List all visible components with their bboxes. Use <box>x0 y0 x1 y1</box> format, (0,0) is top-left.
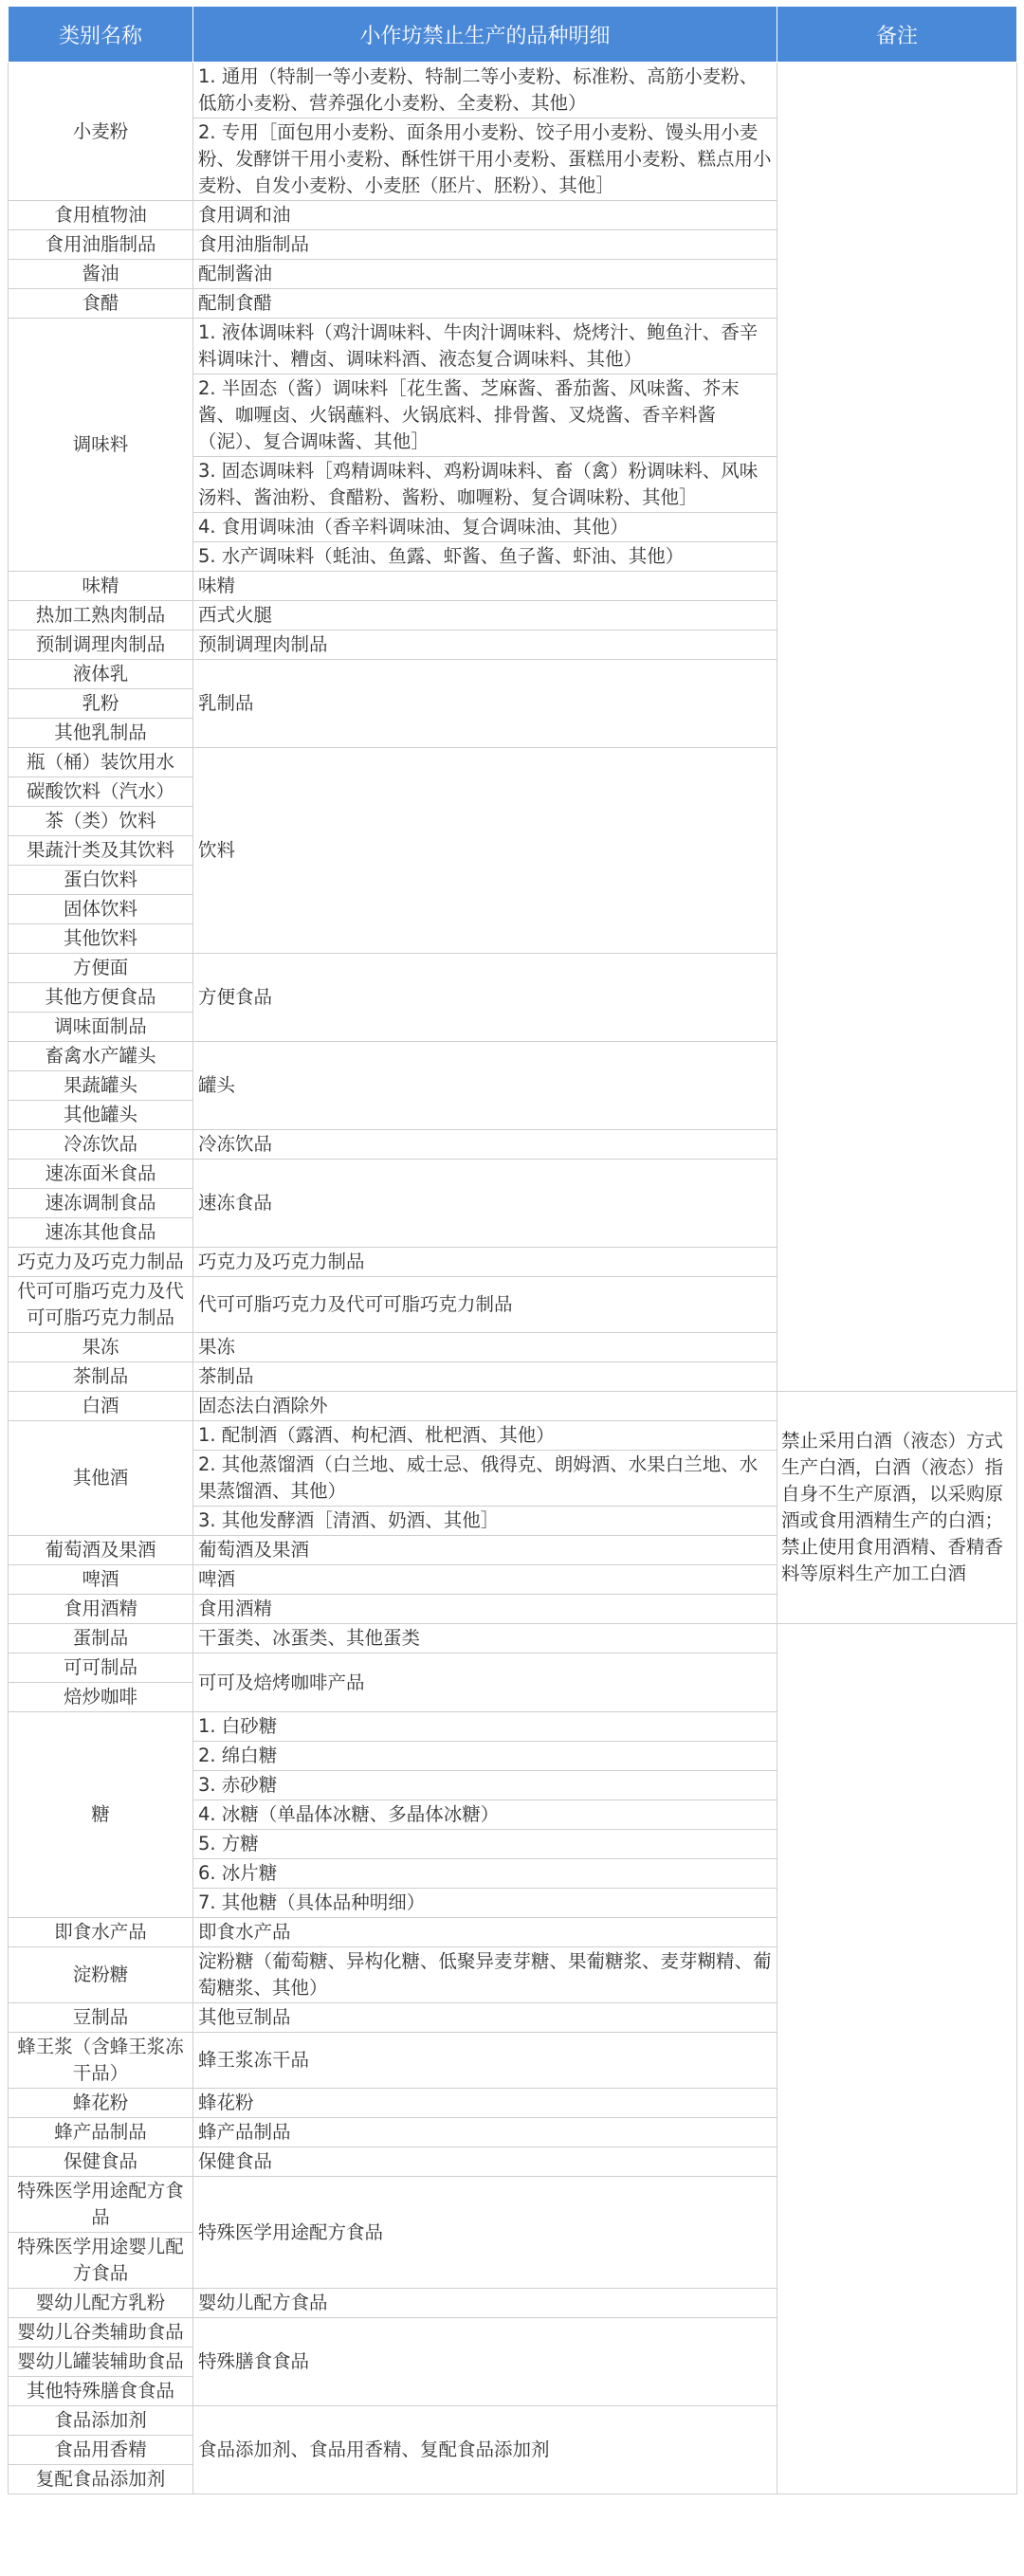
category-cell: 食用油脂制品 <box>9 230 193 260</box>
category-cell: 果蔬罐头 <box>9 1071 193 1101</box>
category-cell: 小麦粉 <box>9 63 193 201</box>
category-cell: 蛋白饮料 <box>9 866 193 895</box>
detail-cell: 3. 固态调味料［鸡精调味料、鸡粉调味料、畜（禽）粉调味料、风味汤料、酱油粉、食醋粉、酱粉、咖喱粉、复合调味粉、其他］ <box>193 457 777 513</box>
detail-cell: 罐头 <box>193 1042 777 1130</box>
category-cell: 其他方便食品 <box>9 983 193 1013</box>
detail-cell: 方便食品 <box>193 954 777 1042</box>
category-cell: 酱油 <box>9 260 193 289</box>
category-cell: 啤酒 <box>9 1565 193 1595</box>
category-cell: 蜂产品制品 <box>9 2118 193 2147</box>
category-cell: 葡萄酒及果酒 <box>9 1536 193 1565</box>
category-cell: 调味面制品 <box>9 1013 193 1042</box>
detail-cell: 2. 绵白糖 <box>193 1742 777 1771</box>
detail-cell: 果冻 <box>193 1333 777 1362</box>
detail-cell: 特殊膳食食品 <box>193 2318 777 2406</box>
category-cell: 食醋 <box>9 289 193 319</box>
table-row <box>9 1624 1017 1653</box>
detail-cell: 5. 方糖 <box>193 1830 777 1859</box>
detail-cell: 蜂花粉 <box>193 2089 777 2118</box>
detail-cell: 1. 通用（特制一等小麦粉、特制二等小麦粉、标准粉、高筋小麦粉、低筋小麦粉、营养强化小麦粉、全麦粉、其他） <box>193 63 777 119</box>
header-notes: 备注 <box>777 7 1017 63</box>
detail-cell: 葡萄酒及果酒 <box>193 1536 777 1565</box>
category-cell: 淀粉糖 <box>9 1947 193 2003</box>
category-cell: 碳酸饮料（汽水） <box>9 777 193 807</box>
category-cell: 保健食品 <box>9 2147 193 2177</box>
detail-cell: 味精 <box>193 572 777 601</box>
category-cell: 固体饮料 <box>9 895 193 924</box>
detail-cell: 1. 液体调味料（鸡汁调味料、牛肉汁调味料、烧烤汁、鲍鱼汁、香辛料调味汁、糟卤、调味料酒、液态复合调味料、其他） <box>193 319 777 375</box>
category-cell: 其他饮料 <box>9 924 193 954</box>
detail-cell: 2. 其他蒸馏酒（白兰地、威士忌、俄得克、朗姆酒、水果白兰地、水果蒸馏酒、其他） <box>193 1451 777 1507</box>
category-cell: 果冻 <box>9 1333 193 1362</box>
detail-cell: 1. 白砂糖 <box>193 1712 777 1742</box>
detail-cell: 配制食醋 <box>193 289 777 319</box>
detail-cell: 茶制品 <box>193 1362 777 1392</box>
detail-cell: 食品添加剂、食品用香精、复配食品添加剂 <box>193 2406 777 2494</box>
category-cell: 调味料 <box>9 319 193 572</box>
detail-cell: 4. 食用调味油（香辛料调味油、复合调味油、其他） <box>193 513 777 542</box>
category-cell: 巧克力及巧克力制品 <box>9 1248 193 1277</box>
category-cell: 特殊医学用途婴儿配方食品 <box>9 2233 193 2289</box>
category-cell: 其他特殊膳食食品 <box>9 2377 193 2406</box>
detail-cell: 饮料 <box>193 748 777 954</box>
table-row <box>9 63 1017 119</box>
table-row <box>9 1392 1017 1421</box>
category-cell: 冷冻饮品 <box>9 1130 193 1160</box>
category-cell: 豆制品 <box>9 2003 193 2033</box>
category-cell: 其他罐头 <box>9 1101 193 1130</box>
detail-cell: 代可可脂巧克力及代可可脂巧克力制品 <box>193 1277 777 1333</box>
category-cell: 速冻调制食品 <box>9 1189 193 1218</box>
category-cell: 茶制品 <box>9 1362 193 1392</box>
category-cell: 婴幼儿谷类辅助食品 <box>9 2318 193 2348</box>
category-cell: 婴幼儿罐装辅助食品 <box>9 2348 193 2377</box>
category-cell: 热加工熟肉制品 <box>9 601 193 630</box>
detail-cell: 3. 其他发酵酒［清酒、奶酒、其他］ <box>193 1507 777 1536</box>
category-cell: 畜禽水产罐头 <box>9 1042 193 1071</box>
header-category: 类别名称 <box>9 7 193 63</box>
note-empty-cell <box>777 63 1017 1392</box>
detail-cell: 食用调和油 <box>193 201 777 230</box>
detail-cell: 6. 冰片糖 <box>193 1859 777 1889</box>
note-cell: 禁止采用白酒（液态）方式生产白酒，白酒（液态）指自身不生产原酒，以采购原酒或食用酒精生产的白酒；禁止使用食用酒精、香精香料等原料生产加工白酒 <box>777 1392 1017 1624</box>
category-cell: 食用植物油 <box>9 201 193 230</box>
product-table <box>8 6 1017 2494</box>
detail-cell: 乳制品 <box>193 660 777 748</box>
category-cell: 食品添加剂 <box>9 2406 193 2436</box>
category-cell: 白酒 <box>9 1392 193 1421</box>
detail-cell: 即食水产品 <box>193 1918 777 1947</box>
category-cell: 蜂王浆（含蜂王浆冻干品） <box>9 2033 193 2089</box>
detail-cell: 3. 赤砂糖 <box>193 1771 777 1800</box>
category-cell: 其他酒 <box>9 1421 193 1536</box>
category-cell: 预制调理肉制品 <box>9 630 193 660</box>
header-details: 小作坊禁止生产的品种明细 <box>193 7 777 63</box>
category-cell: 婴幼儿配方乳粉 <box>9 2289 193 2318</box>
category-cell: 蜂花粉 <box>9 2089 193 2118</box>
header-row <box>9 7 1017 63</box>
category-cell: 方便面 <box>9 954 193 983</box>
detail-cell: 蜂王浆冻干品 <box>193 2033 777 2089</box>
category-cell: 蛋制品 <box>9 1624 193 1653</box>
detail-cell: 速冻食品 <box>193 1160 777 1248</box>
detail-cell: 固态法白酒除外 <box>193 1392 777 1421</box>
detail-cell: 啤酒 <box>193 1565 777 1595</box>
category-cell: 代可可脂巧克力及代可可脂巧克力制品 <box>9 1277 193 1333</box>
detail-cell: 蜂产品制品 <box>193 2118 777 2147</box>
detail-cell: 食用油脂制品 <box>193 230 777 260</box>
category-cell: 茶（类）饮料 <box>9 807 193 836</box>
note-empty-cell <box>777 1624 1017 2494</box>
category-cell: 乳粉 <box>9 689 193 719</box>
detail-cell: 预制调理肉制品 <box>193 630 777 660</box>
category-cell: 复配食品添加剂 <box>9 2465 193 2494</box>
detail-cell: 特殊医学用途配方食品 <box>193 2177 777 2289</box>
detail-cell: 1. 配制酒（露酒、枸杞酒、枇杷酒、其他） <box>193 1421 777 1451</box>
detail-cell: 保健食品 <box>193 2147 777 2177</box>
category-cell: 食用酒精 <box>9 1595 193 1624</box>
detail-cell: 淀粉糖（葡萄糖、异构化糖、低聚异麦芽糖、果葡糖浆、麦芽糊精、葡萄糖浆、其他） <box>193 1947 777 2003</box>
detail-cell: 配制酱油 <box>193 260 777 289</box>
category-cell: 瓶（桶）装饮用水 <box>9 748 193 777</box>
category-cell: 食品用香精 <box>9 2436 193 2465</box>
detail-cell: 西式火腿 <box>193 601 777 630</box>
detail-cell: 婴幼儿配方食品 <box>193 2289 777 2318</box>
detail-cell: 4. 冰糖（单晶体冰糖、多晶体冰糖） <box>193 1800 777 1830</box>
detail-cell: 食用酒精 <box>193 1595 777 1624</box>
category-cell: 果蔬汁类及其饮料 <box>9 836 193 866</box>
category-cell: 速冻其他食品 <box>9 1218 193 1248</box>
detail-cell: 7. 其他糖（具体品种明细） <box>193 1889 777 1918</box>
category-cell: 可可制品 <box>9 1653 193 1683</box>
detail-cell: 其他豆制品 <box>193 2003 777 2033</box>
detail-cell: 巧克力及巧克力制品 <box>193 1248 777 1277</box>
detail-cell: 干蛋类、冰蛋类、其他蛋类 <box>193 1624 777 1653</box>
detail-cell: 2. 专用［面包用小麦粉、面条用小麦粉、饺子用小麦粉、馒头用小麦粉、发酵饼干用小麦粉、酥性饼干用小麦粉、蛋糕用小麦粉、糕点用小麦粉、自发小麦粉、小麦胚（胚片、胚粉）、其他］ <box>193 119 777 201</box>
category-cell: 味精 <box>9 572 193 601</box>
detail-cell: 5. 水产调味料（蚝油、鱼露、虾酱、鱼子酱、虾油、其他） <box>193 542 777 572</box>
category-cell: 速冻面米食品 <box>9 1160 193 1189</box>
category-cell: 焙炒咖啡 <box>9 1683 193 1712</box>
category-cell: 糖 <box>9 1712 193 1918</box>
table-body <box>9 63 1017 2494</box>
detail-cell: 可可及焙烤咖啡产品 <box>193 1653 777 1712</box>
detail-cell: 冷冻饮品 <box>193 1130 777 1160</box>
detail-cell: 2. 半固态（酱）调味料［花生酱、芝麻酱、番茄酱、风味酱、芥末酱、咖喱卤、火锅蘸料、火锅底料、排骨酱、叉烧酱、香辛料酱（泥）、复合调味酱、其他］ <box>193 375 777 457</box>
category-cell: 即食水产品 <box>9 1918 193 1947</box>
category-cell: 特殊医学用途配方食品 <box>9 2177 193 2233</box>
category-cell: 液体乳 <box>9 660 193 689</box>
category-cell: 其他乳制品 <box>9 719 193 748</box>
